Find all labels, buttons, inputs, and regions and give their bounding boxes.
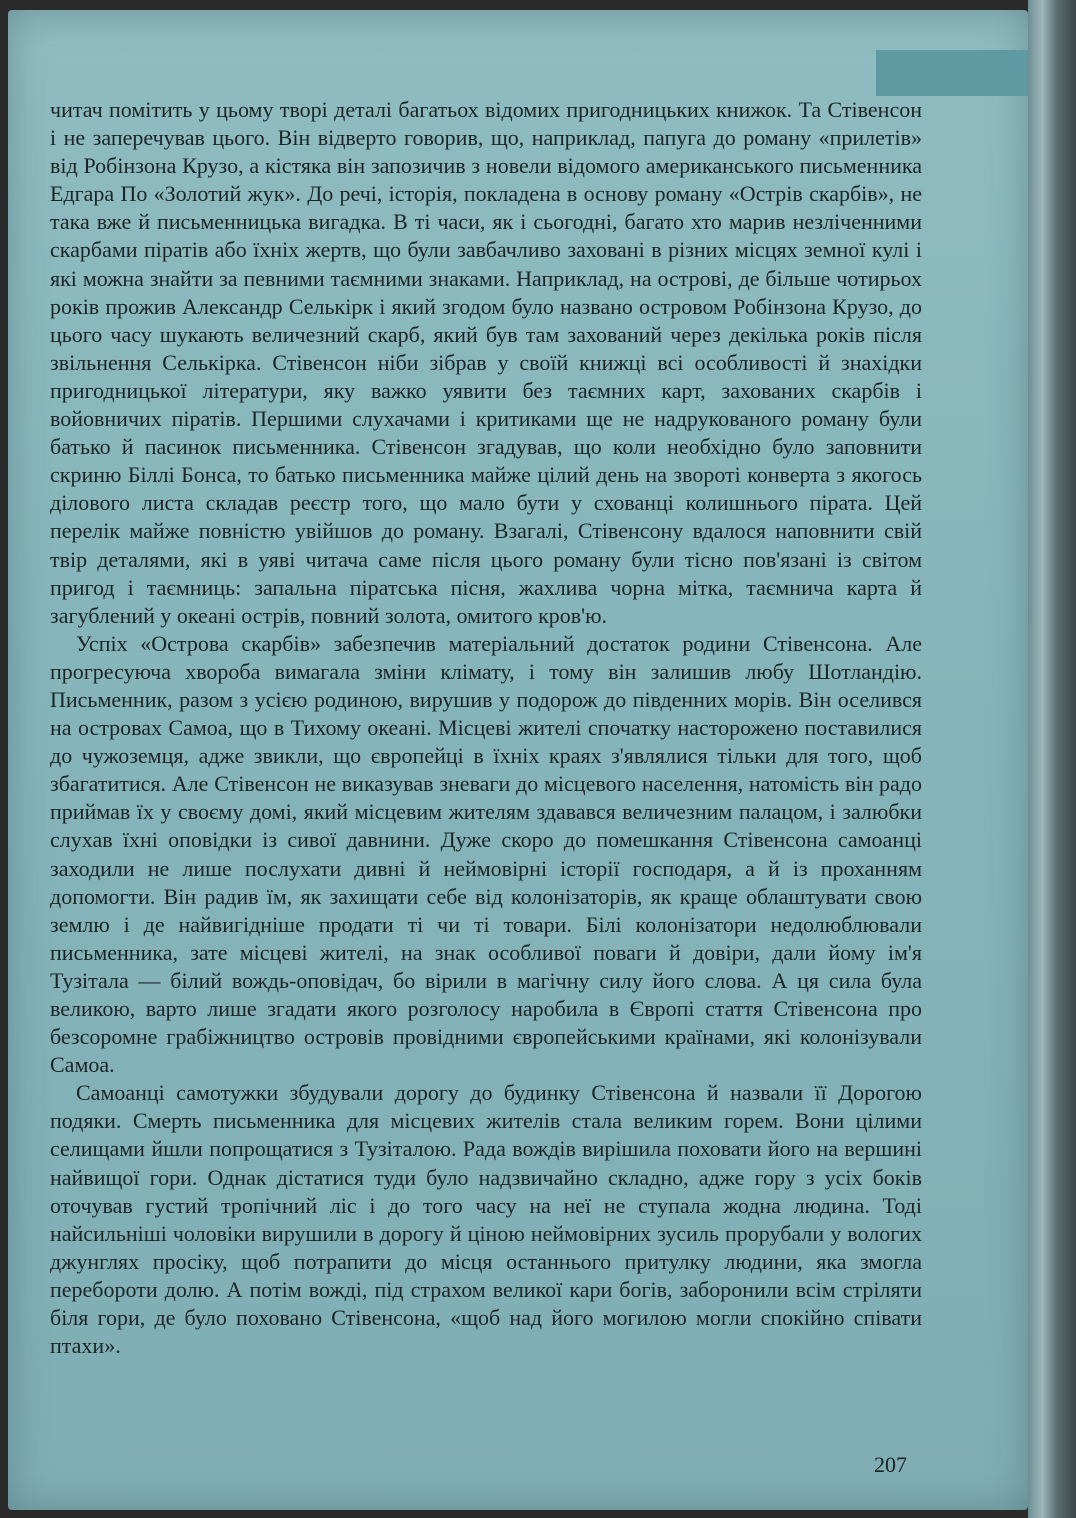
paragraph-3: Самоанці самотужки збудували дорогу до будинку Стівенсона й назвали її Дорогою подяки. Смерть письменника для місцевих жителів стала великим горем. Вони цілими селищами йшли попрощатися з Тузіталою. Рада вождів вирішила поховати його на вершині найвищої гори. Однак дістатися туди було надзвичайно складно, адже гору з усіх боків оточував густий тропічний ліс і до того часу на неї не ступала жодна людина. Тоді найсильніші чоловіки вирушили в дорогу й ціною неймовірних зусиль прорубали у вологих джунглях просіку, щоб потрапити до місця останнього притулку людини, яка змогла перебороти долю. А потім вожді, під страхом великої кари богів, заборонили всім стріляти біля гори, де було поховано Стівенсона, «щоб над його могилою могли спокійно співати птахи». — [50, 1080, 922, 1359]
page-corner-tab — [876, 50, 1036, 96]
page-number: 207 — [874, 1452, 907, 1477]
book-spine — [1028, 0, 1076, 1518]
paragraph-1: читач помітить у цьому творі деталі багатьох відомих пригодницьких книжок. Та Стівенсон і не заперечував цього. Він відверто говорив, що, наприклад, папуга до роману «прилетів» від Робінзона Крузо, а кістяка він запозичив з новели відомого американського письменника Едгара По «Золотий жук». До речі, історія, покладена в основу роману «Острів скарбів», не така вже й письменницька вигадка. В ті часи, як і сьогодні, багато хто марив незліченними скарбами піратів або їхніх жертв, що були завбачливо заховані в різних місцях земної кулі і які можна знайти за певними таємними знаками. Наприклад, на острові, де більше чотирьох років прожив Александр Селькірк і який згодом було названо островом Робінзона Крузо, до цього часу шукають величезний скарб, який був там захований через декілька років після звільнення Селькірка. Стівенсон ніби зібрав у своїй книжці всі особливості й знахідки пригодницької літератури, яку важко уявити без таємних карт, захованих скарбів і войовничих піратів. Першими слухачами і критиками ще не надрукованого роману були батько й пасинок письменника. Стівенсон згадував, що коли необхідно було заповнити скриню Біллі Бонса, то батько письменника майже цілий день на звороті конверта з якогось ділового листа складав реєстр того, що мало бути у схованці колишнього пірата. Цей перелік майже повністю увійшов до роману. Взагалі, Стівенсону вдалося наповнити свій твір деталями, які в уяві читача саме після цього роману були тісно пов'язані із світом пригод і таємниць: запальна піратська пісня, жахлива чорна мітка, таємнича карта й загублений у океані острів, повний золота, омитого кров'ю. — [50, 97, 922, 628]
paragraph-2: Успіх «Острова скарбів» забезпечив матеріальний достаток родини Стівенсона. Але прогресуюча хвороба вимагала зміни клімату, і тому він залишив любу Шотландію. Письменник, разом з усією родиною, вирушив у подорож до південних морів. Він оселився на островах Самоа, що в Тихому океані. Місцеві жителі спочатку насторожено поставилися до чужоземця, адже звикли, що європейці в їхніх краях з'являлися тільки для того, щоб збагатитися. Але Стівенсон не виказував зневаги до місцевого населення, натомість він радо приймав їх у своєму домі, який місцевим жителям здавався величезним палацом, і залюбки слухав їхні оповідки із сивої давнини. Дуже скоро до помешкання Стівенсона самоанці заходили не лише послухати дивні й неймовірні історії господаря, а й із проханням допомогти. Він радив їм, як захищати себе від колонізаторів, як краще облаштувати свою землю і де найвигідніше продати ті чи ті товари. Білі колонізатори недолюблювали письменника, зате місцеві жителі, на знак особливої поваги й довіри, дали йому ім'я Тузітала — білий вождь-оповідач, бо вірили в магічну силу його слова. А ця сила була великою, варто лише згадати якого розголосу наробила в Європі стаття Стівенсона про безсоромне грабіжництво островів провідними європейськими країнами, які колонізували Самоа. — [50, 630, 922, 1078]
body-text — [50, 96, 922, 1360]
